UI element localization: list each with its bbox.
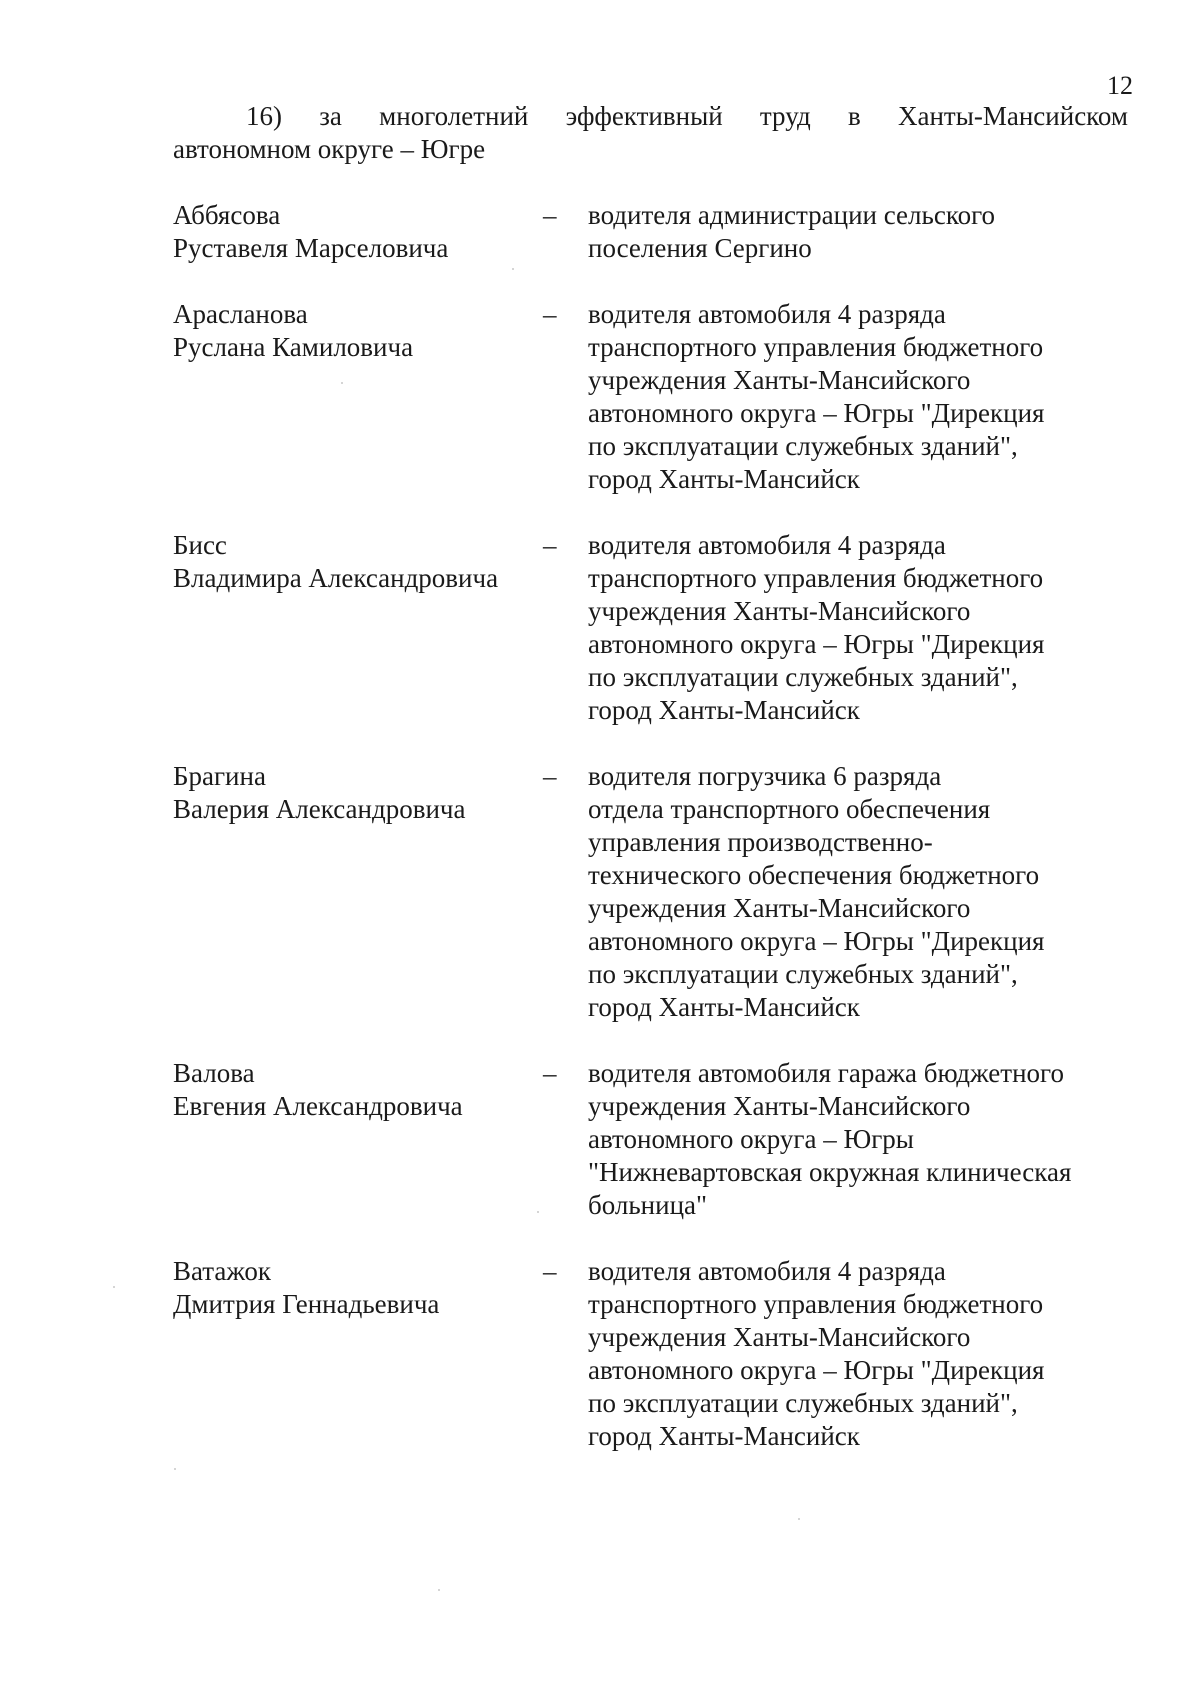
description-line: водителя автомобиля гаража бюджетного (588, 1058, 1064, 1088)
section-heading (173, 100, 1128, 166)
dash-separator: – (543, 200, 557, 230)
scan-speck (438, 1589, 440, 1591)
position-description (588, 760, 1133, 1024)
description-line: водителя автомобиля 4 разряда (588, 1256, 946, 1286)
position-description (588, 1057, 1133, 1222)
description-line: учреждения Ханты-Мансийского (588, 596, 971, 626)
position-description (588, 199, 1133, 265)
description-line: автономного округа – Югры "Дирекция (588, 926, 1045, 956)
person-surname: Ватажок (173, 1256, 272, 1286)
position-description (588, 529, 1133, 727)
award-entry (173, 1057, 1133, 1222)
award-list (173, 199, 1133, 1453)
description-line: учреждения Ханты-Мансийского (588, 893, 971, 923)
description-line: транспортного управления бюджетного (588, 563, 1044, 593)
description-line: водителя автомобиля 4 разряда (588, 530, 946, 560)
description-line: автономного округа – Югры (588, 1124, 914, 1154)
description-line: водителя администрации сельского (588, 200, 995, 230)
description-line: водителя погрузчика 6 разряда (588, 761, 942, 791)
award-entry (173, 529, 1133, 727)
description-line: "Нижневартовская окружная клиническая (588, 1157, 1072, 1187)
description-line: учреждения Ханты-Мансийского (588, 1091, 971, 1121)
person-name (173, 1057, 543, 1123)
description-line: автономного округа – Югры "Дирекция (588, 629, 1045, 659)
heading-line-1: 16) за многолетний эффективный труд в Ханты-Мансийском (246, 101, 1128, 131)
description-line: транспортного управления бюджетного (588, 1289, 1044, 1319)
person-surname: Бисс (173, 530, 227, 560)
description-line: город Ханты-Мансийск (588, 992, 860, 1022)
dash-separator: – (543, 1256, 557, 1286)
person-given-name: Дмитрия Геннадьевича (173, 1289, 440, 1319)
description-line: водителя автомобиля 4 разряда (588, 299, 946, 329)
description-line: учреждения Ханты-Мансийского (588, 1322, 971, 1352)
description-line: автономного округа – Югры "Дирекция (588, 1355, 1045, 1385)
award-entry (173, 760, 1133, 1024)
description-line: город Ханты-Мансийск (588, 1421, 860, 1451)
scan-speck (341, 382, 343, 384)
dash-separator: – (543, 530, 557, 560)
person-name (173, 760, 543, 826)
description-line: технического обеспечения бюджетного (588, 860, 1040, 890)
person-name (173, 1255, 543, 1321)
description-line: больница" (588, 1190, 708, 1220)
scan-speck (512, 268, 514, 270)
person-name (173, 529, 543, 595)
person-given-name: Владимира Александровича (173, 563, 499, 593)
person-given-name: Евгения Александровича (173, 1091, 463, 1121)
scan-speck (113, 1286, 115, 1288)
person-given-name: Руслана Камиловича (173, 332, 414, 362)
description-line: управления производственно- (588, 827, 933, 857)
person-given-name: Валерия Александровича (173, 794, 466, 824)
position-description (588, 298, 1133, 496)
person-name (173, 298, 543, 364)
description-line: транспортного управления бюджетного (588, 332, 1044, 362)
person-given-name: Руставеля Марселовича (173, 233, 449, 263)
description-line: по эксплуатации служебных зданий", (588, 1388, 1018, 1418)
dash-separator: – (543, 1058, 557, 1088)
description-line: автономного округа – Югры "Дирекция (588, 398, 1045, 428)
person-name (173, 199, 543, 265)
award-entry (173, 1255, 1133, 1453)
award-entry (173, 199, 1133, 265)
person-surname: Валова (173, 1058, 255, 1088)
scan-speck (798, 1518, 800, 1520)
description-line: по эксплуатации служебных зданий", (588, 431, 1018, 461)
description-line: город Ханты-Мансийск (588, 464, 860, 494)
scan-speck (174, 1468, 176, 1470)
description-line: отдела транспортного обеспечения (588, 794, 991, 824)
description-line: учреждения Ханты-Мансийского (588, 365, 971, 395)
heading-line-2: автономном округе – Югре (173, 134, 486, 164)
person-surname: Арасланова (173, 299, 308, 329)
description-line: поселения Сергино (588, 233, 812, 263)
dash-separator: – (543, 299, 557, 329)
page-number: 12 (1107, 71, 1133, 100)
person-surname: Аббясова (173, 200, 281, 230)
award-entry (173, 298, 1133, 496)
description-line: по эксплуатации служебных зданий", (588, 959, 1018, 989)
person-surname: Брагина (173, 761, 266, 791)
position-description (588, 1255, 1133, 1453)
description-line: по эксплуатации служебных зданий", (588, 662, 1018, 692)
description-line: город Ханты-Мансийск (588, 695, 860, 725)
dash-separator: – (543, 761, 557, 791)
scan-speck (537, 1211, 539, 1213)
